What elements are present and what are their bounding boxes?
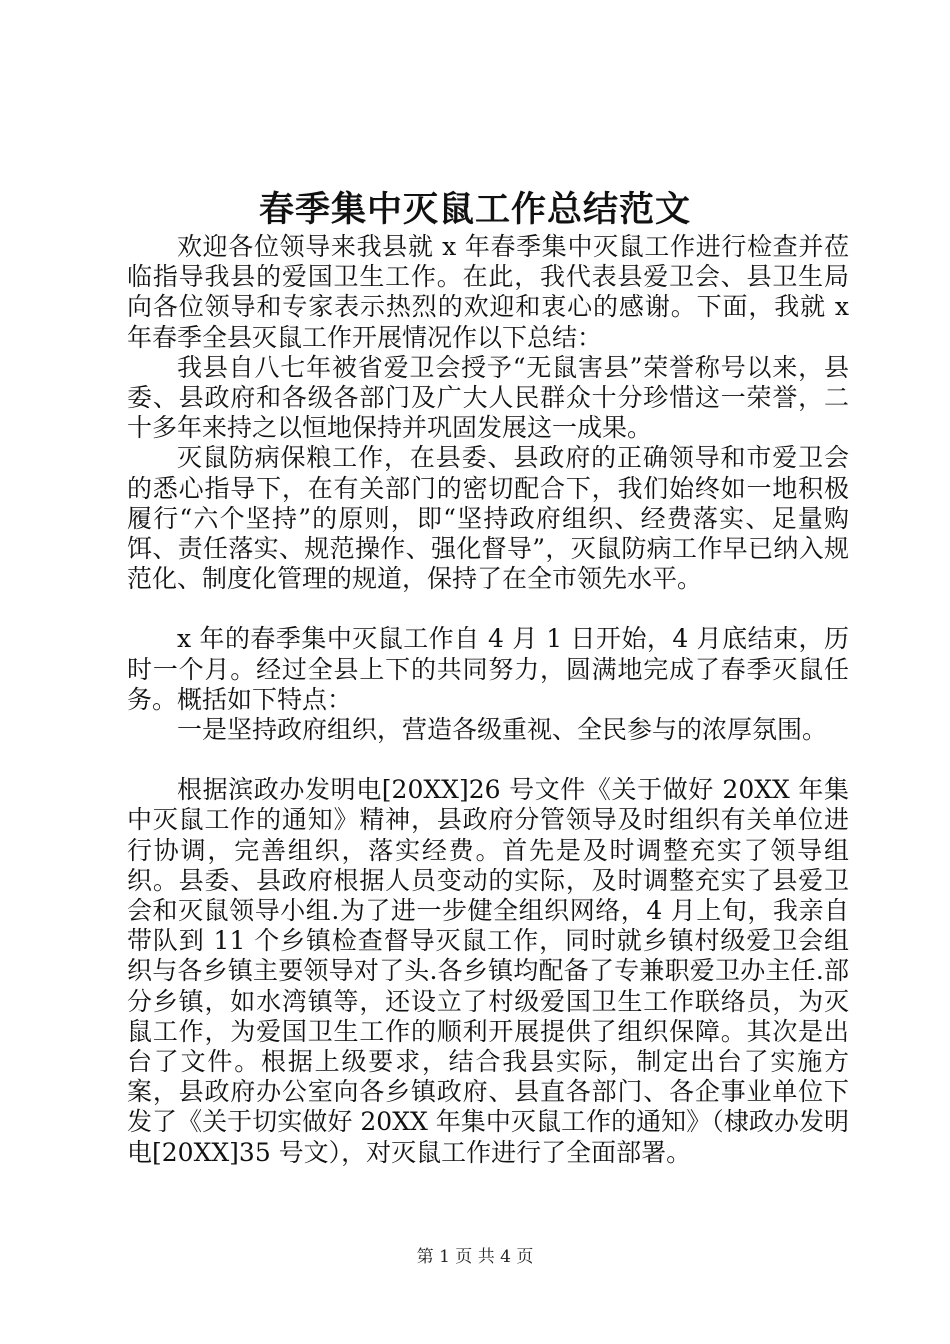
paragraph-welcome: 欢迎各位领导来我县就 x 年春季集中灭鼠工作进行检查并莅临指导我县的爱国卫生工作。在此，我代表县爱卫会、县卫生局向各位领导和专家表示热烈的欢迎和衷心的感谢。下面，我就 x 年春季全县灭鼠工作开展情况作以下总结： (127, 232, 849, 352)
paragraph-honor: 我县自八七年被省爱卫会授予“无鼠害县”荣誉称号以来，县委、县政府和各级各部门及广大人民群众十分珍惜这一荣誉，二十多年来持之以恒地保持并巩固发展这一成果。 (127, 352, 849, 443)
document-body (127, 232, 849, 1168)
paragraph-spring-campaign: x 年的春季集中灭鼠工作自 4 月 1 日开始，4 月底结束，历时一个月。经过全县上下的共同努力，圆满地完成了春季灭鼠任务。概括如下特点： (127, 624, 849, 714)
paragraph-principles: 灭鼠防病保粮工作，在县委、县政府的正确领导和市爱卫会的悉心指导下，在有关部门的密切配合下，我们始终如一地积极履行“六个坚持”的原则，即“坚持政府组织、经费落实、足量购饵、责任落实、规范操作、强化督导”，灭鼠防病工作早已纳入规范化、制度化管理的规道，保持了在全市领先水平。 (127, 443, 849, 594)
paragraph-organization: 根据滨政办发明电[20XX]26 号文件《关于做好 20XX 年集中灭鼠工作的通知》精神，县政府分管领导及时组织有关单位进行协调，完善组织，落实经费。首先是及时调整充实了领导组织。县委、县政府根据人员变动的实际，及时调整充实了县爱卫会和灭鼠领导小组.为了进一步健全组织网络，4 月上旬，我亲自带队到 11 个乡镇检查督导灭鼠工作，同时就乡镇村级爱卫会组织与各乡镇主要领导对了头.各乡镇均配备了专兼职爱卫办主任.部分乡镇，如水湾镇等，还设立了村级爱国卫生工作联络员，为灭鼠工作，为爱国卫生工作的顺利开展提供了组织保障。其次是出台了文件。根据上级要求，结合我县实际，制定出台了实施方案，县政府办公室向各乡镇政府、县直各部门、各企事业单位下发了《关于切实做好 20XX 年集中灭鼠工作的通知》（棣政办发明电[20XX]35 号文），对灭鼠工作进行了全面部署。 (127, 775, 849, 1167)
paragraph-spacer (127, 594, 849, 624)
document-title: 春季集中灭鼠工作总结范文 (258, 189, 691, 230)
paragraph-spacer (127, 745, 849, 775)
page-number-footer: 第 1 页 共 4 页 (416, 1247, 534, 1267)
paragraph-point-one: 一是坚持政府组织，营造各级重视、全民参与的浓厚氛围。 (177, 715, 828, 745)
